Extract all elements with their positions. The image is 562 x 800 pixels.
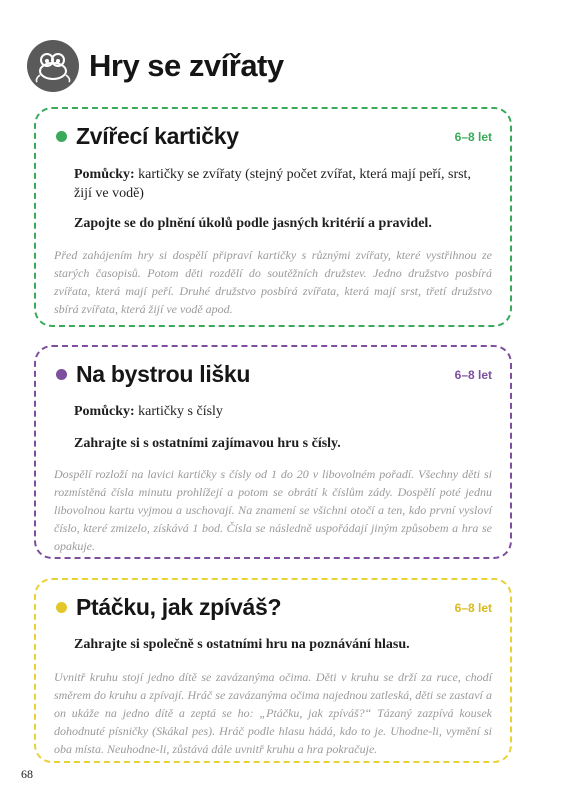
age-badge: 6–8 let: [454, 130, 492, 144]
description-text: Dospělí rozloží na lavici kartičky s čísly od 1 do 20 v libovolném pořadí. Všechny děti si rozmístěná čísla minutu prohlížejí a potom se obrátí k číslům zády. Dospělí poté jednu libovolnou kartu vyjmou a uschovají. Na znamení se všichni otočí a ten, kdo první vysloví číslo, které zmizelo, získává 1 bod. Čísla se následně uspořádají jiným způsobem a hra se opakuje.: [54, 467, 492, 553]
equipment-text: kartičky se zvířaty (stejný počet zvířat, která mají peří, srst, žijí ve vodě): [74, 167, 471, 201]
task-text: Zahrajte si společně s ostatními hru na poznávání hlasu.: [74, 637, 410, 652]
equipment-line: [74, 402, 484, 421]
age-badge: 6–8 let: [454, 368, 492, 382]
card-title-text: Ptáčku, jak zpíváš?: [76, 594, 282, 620]
game-card-na-bystrou-lisku: [34, 345, 512, 559]
card-title: [56, 361, 250, 388]
equipment-line: [74, 165, 484, 203]
equipment-text: kartičky s čísly: [138, 404, 223, 419]
game-card-ptacku-jak-zpivas: [34, 578, 512, 763]
animal-logo-icon: [27, 40, 79, 92]
age-badge: 6–8 let: [454, 601, 492, 615]
yellow-bullet-icon: [56, 602, 67, 613]
equipment-label: Pomůcky:: [74, 167, 135, 182]
task-text: Zahrajte si s ostatními zajímavou hru s čísly.: [74, 436, 341, 451]
page-header: [27, 38, 284, 94]
page-number: 68: [21, 767, 33, 781]
card-title: [56, 594, 281, 621]
purple-bullet-icon: [56, 369, 67, 380]
description-text: Uvnitř kruhu stojí jedno dítě se zavázanýma očima. Děti v kruhu se drží za ruce, chodí směrem do kruhu a zpívají. Hráč se zavázanýma očima najednou zatleská, děti se zastaví a on ukáže na jedno dítě a zeptá se ho: „Ptáčku, jak zpíváš?“ Tázaný zazpívá kousek dohodnuté písničky (Skákal pes). Hráč podle hlasu hádá, kdo to je. Uhodne-li, vymění si oba místa. Neuhodne-li, zůstává dále uvnitř kruhu a hra pokračuje.: [54, 670, 492, 756]
page-title: Hry se zvířaty: [89, 48, 284, 83]
description-text: Před zahájením hry si dospělí připraví kartičky s různými zvířaty, které vystřihnou ze starých časopisů. Potom děti rozdělí do soutěžních družstev. Jedno družstvo posbírá zvířata, která mají peří. Druhé družstvo posbírá zvířata, která mají srst, třetí družstvo sbírá zvířata, která žijí ve vodě apod.: [54, 248, 492, 316]
card-title: [56, 123, 239, 150]
equipment-label: Pomůcky:: [74, 404, 135, 419]
game-card-zvireci-karticky: [34, 107, 512, 327]
card-title-text: Zvířecí kartičky: [76, 123, 239, 149]
green-bullet-icon: [56, 131, 67, 142]
task-text: Zapojte se do plnění úkolů podle jasných kritérií a pravidel.: [74, 216, 432, 231]
card-title-text: Na bystrou lišku: [76, 361, 251, 387]
